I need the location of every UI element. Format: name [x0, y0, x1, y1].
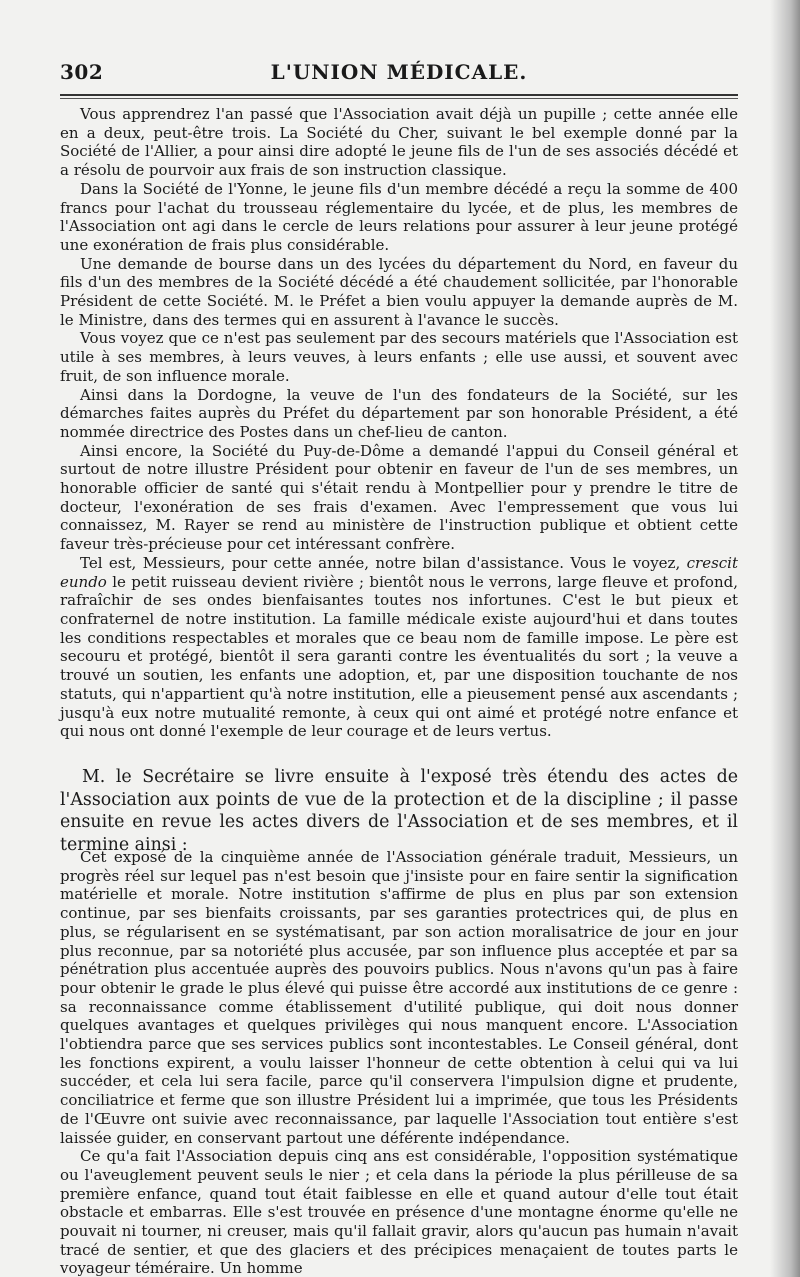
paragraph-cinq-ans: Ce qu'a fait l'Association depuis cinq ans est considérable, l'opposition systématique ou l'aveuglement peuvent seuls le nier ; et cela dans la période la plus périlleuse de sa première enfance, quand tout était faiblesse en elle et quand autour d'elle tout était obstacle et embarras. Elle s'est trouvée en présence d'une montagne énorme qu'elle ne pouvait ni tourner, ni creuser, mais qu'il fallait gravir, alors qu'aucun pas humain n'avait tracé de sentier, et que des glaciers et des précipices menaçaient de toutes parts le voyageur téméraire. Un homme	[60, 1147, 738, 1277]
bilan-text-start: Tel est, Messieurs, pour cette année, notre bilan d'assistance. Vous le voyez,	[80, 553, 687, 572]
page-header	[60, 60, 738, 90]
page-edge-shadow	[770, 0, 800, 1277]
paragraph-dordogne: Ainsi dans la Dordogne, la veuve de l'un des fondateurs de la Société, sur les démarches faites auprès du Préfet du département par son honorable Président, a été nommée directrice des Postes dans un chef-lieu de canton.	[60, 385, 738, 441]
conclusion-section	[60, 848, 738, 1277]
paragraph-influence-morale: Vous voyez que ce n'est pas seulement par des secours matériels que l'Association est utile à ses membres, à leurs veuves, à leurs enfants ; elle use aussi, et souvent avec fruit, de son influence morale.	[60, 329, 738, 385]
bilan-latin-phrase: crescit eundo	[60, 553, 738, 591]
bilan-text-end: le petit ruisseau devient rivière ; bientôt nous le verrons, large fleuve et profond, rafraîchir de ses ondes bienfaisantes toutes nos infortunes. C'est le but pieux et confraternel de notre institution. La famille médicale existe aujourd'hui et dans toutes les conditions respectables et morales que ce beau nom de famille impose. Le père est secouru et protégé, bientôt il sera garanti contre les éventualités du sort ; la veuve a trouvé un soutien, les enfants une adoption, et, par une disposition touchante de nos statuts, qui n'appartient qu'à notre institution, elle a pieusement pensé aux ascendants ; jusqu'à eux notre mutualité remonte, à ceux qui ont aimé et protégé notre enfance et qui nous ont donné l'exemple de leur courage et de leurs vertus.	[60, 572, 738, 741]
page-number: 302	[60, 60, 104, 84]
header-rule-thin	[60, 98, 738, 99]
running-title: L'UNION MÉDICALE.	[270, 60, 528, 84]
paragraph-yonne: Dans la Société de l'Yonne, le jeune fils d'un membre décédé a reçu la somme de 400 francs pour l'achat du trousseau réglementaire du lycée, et de plus, les membres de l'Association ont agi dans le cercle de leurs relations pour assurer à leur jeune protégé une exonération de frais plus considérable.	[60, 179, 738, 254]
paragraph-secretaire: M. le Secrétaire se livre ensuite à l'exposé très étendu des actes de l'Association aux points de vue de la protection et de la discipline ; il passe ensuite en revue les actes divers de l'Association et de ses membres, et il termine ainsi :	[60, 767, 738, 855]
paragraph-cinquieme-annee: Cet exposé de la cinquième année de l'Association générale traduit, Messieurs, un progrès réel sur lequel pas n'est besoin que j'insiste pour en faire sentir la signification matérielle et morale. Notre institution s'affirme de plus en plus par son extension continue, par ses bienfaits croissants, par ses garanties protectrices qui, de plus en plus, se régularisent en se systématisant, par son action moralisatrice de jour en jour plus reconnue, par sa notoriété plus accusée, par son influence plus acceptée et par sa pénétration plus accentuée auprès des pouvoirs publics. Nous n'avons qu'un pas à faire pour obtenir le grade le plus élevé qui puisse être accordé aux institutions de ce genre : sa reconnaissance comme établissement d'utilité publique, qui doit nous donner quelques avantages et quelques privilèges qui nous manquent encore. L'Association l'obtiendra parce que ses services publics sont incontestables. Le Conseil général, dont les fonctions expirent, a voulu laisser l'honneur de cette obtention à celui qui va lui succéder, et cela lui sera facile, parce qu'il conservera l'impulsion digne et prudente, conciliatrice et ferme que son illustre Président lui a imprimée, que tous les Présidents de l'Œuvre ont suivie avec reconnaissance, par laquelle l'Association tout entière s'est laissée guider, en conservant partout une déférente indépendance.	[60, 848, 738, 1147]
assistance-report-section	[60, 105, 738, 741]
paragraph-pupille: Vous apprendrez l'an passé que l'Association avait déjà un pupille ; cette année elle en a deux, peut-être trois. La Société du Cher, suivant le bel exemple donné par la Société de l'Allier, a pour ainsi dire adopté le jeune fils de l'un de ses associés décédé et a résolu de pourvoir aux frais de son instruction classique.	[60, 105, 738, 180]
paragraph-nord: Une demande de bourse dans un des lycées du département du Nord, en faveur du fils d'un des membres de la Société décédé a été chaudement sollicitée, par l'honorable Président de cette Société. M. le Préfet a bien voulu appuyer la demande auprès de M. le Ministre, dans des termes qui en assurent à l'avance le succès.	[60, 254, 738, 329]
secretary-summary-section	[60, 766, 738, 856]
paragraph-bilan	[60, 554, 738, 741]
header-rule	[60, 94, 738, 96]
paragraph-puy-de-dome: Ainsi encore, la Société du Puy-de-Dôme a demandé l'appui du Conseil général et surtout de notre illustre Président pour obtenir en faveur de l'un de ses membres, un honorable officier de santé qui s'était rendu à Montpellier pour y prendre le titre de docteur, l'exonération de ses frais d'examen. Avec l'empressement que vous lui connaissez, M. Rayer se rend au ministère de l'instruction publique et obtient cette faveur très-précieuse pour cet intéressant confrère.	[60, 441, 738, 554]
